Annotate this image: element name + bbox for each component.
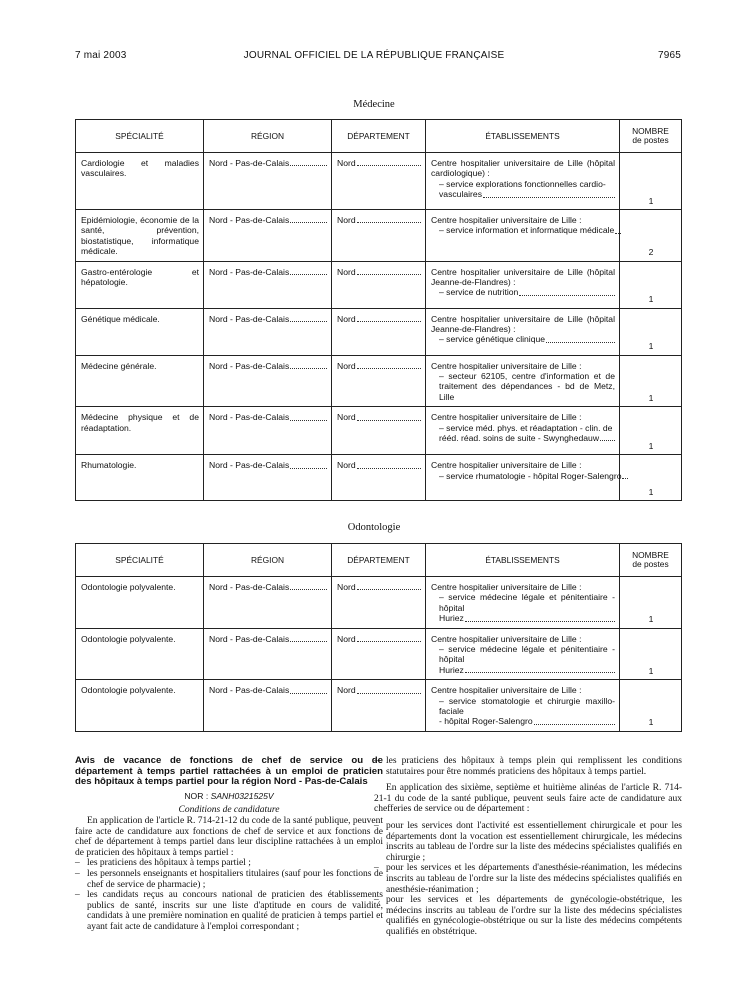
etab-leader-line [431,716,615,726]
medecine-table [75,119,682,501]
cell-specialite: Epidémiologie, économie de la santé, prévention, biostatistique, informatique médicale. [76,210,204,262]
chefferie-conditions-list [374,821,682,938]
departement-text: Nord [337,412,356,423]
cell-etablissements [426,407,620,455]
etab-leader-line [431,613,615,623]
cell-region [204,210,332,262]
etab-leader-line [431,470,622,481]
col-header-specialite: SPÉCIALITÉ [76,544,204,577]
cell-etablissements [426,210,620,262]
leader-dots [465,621,615,622]
col-header-nombre-line2: de postes [632,559,669,569]
list-item: – les candidats reçus au concours national de praticien des établissements publics de santé, inscrits sur une liste d'aptitude en cours de validité, candidats à une première nomination en qualité de praticien à temps partiel et ayant fait acte de candidature à l'emploi correspondant ; [75,890,383,932]
leader-dots [290,420,327,421]
cell-nombre-postes: 1 [620,680,682,732]
col-header-etablissements: ÉTABLISSEMENTS [426,120,620,153]
col-header-departement: DÉPARTEMENT [332,544,426,577]
leader-dots [290,368,327,369]
etab-service-tail: rééd. réad. soins de suite - Swynghedauw [439,433,600,444]
leader-dots [600,440,615,441]
leader-dots [357,165,421,166]
cell-region [204,308,332,355]
cell-etablissements [426,153,620,210]
cell-specialite: Odontologie polyvalente. [76,628,204,680]
notice-right-column [374,756,682,938]
cell-nombre-postes: 1 [620,153,682,210]
section-title-odontologie: Odontologie [347,522,401,533]
etab-service-line: – service stomatologie et chirurgie maxillo-faciale [439,695,615,717]
cell-departement [332,355,426,407]
cell-nombre-postes: 1 [620,628,682,680]
cell-departement [332,680,426,732]
cell-etablissements [426,308,620,355]
departement-text: Nord [337,266,356,277]
header-date: 7 mai 2003 [75,50,127,61]
list-item: – pour les services et les départements de gynécologie-obstétrique, les médecins inscrits au tableau de l'ordre sur la liste des médecins spécialistes qualifiés en gynécologie-obstétrique ou sur la liste des médecins compétents qualifiés en obstétrique. [374,895,682,937]
list-item: – les praticiens des hôpitaux à temps partiel ; [75,858,383,869]
cell-nombre-postes: 1 [620,355,682,407]
etab-leader-line [431,287,615,297]
region-text: Nord - Pas-de-Calais [209,582,290,592]
etab-service-tail: Huriez [439,613,464,624]
departement-text: Nord [337,633,356,644]
nor-value: SANH0321525V [210,790,274,801]
departement-text: Nord [337,158,356,168]
col-header-departement: DÉPARTEMENT [332,120,426,153]
cell-region [204,455,332,501]
table-header-row [76,544,682,577]
cell-region [204,261,332,308]
etab-head: Centre hospitalier universitaire de Lille : [431,633,582,644]
cell-region [204,628,332,680]
etab-service-line: – service explorations fonctionnelles cardio- [439,178,606,189]
cell-departement [332,407,426,455]
cell-departement [332,261,426,308]
etab-service-line: – secteur 62105, centre d'information et de traitement des dépendances - bd de Metz, Lille [439,371,615,402]
etab-service-line: – service médecine légale et pénitentiaire - hôpital [439,592,615,613]
etab-head: Centre hospitalier universitaire de Lille : [431,460,582,471]
notice-title: Avis de vacance de fonctions de chef de service ou de département à temps partiel rattachées à un emploi de praticien des hôpitaux à temps partiel pour la région Nord - Pas-de-Calais [75,755,383,788]
region-text: Nord - Pas-de-Calais [209,215,290,225]
list-item: – les praticiens des hôpitaux à temps plein qui remplissent les conditions statutaires pour être nommés praticiens des hôpitaux à temps partiel. [374,756,682,777]
etab-service-tail: – service information et informatique médicale [439,225,615,236]
table-row [76,355,682,407]
etab-service-line: – service médecine légale et pénitentiaire - hôpital [439,644,615,665]
cell-etablissements [426,628,620,680]
cell-departement [332,210,426,262]
cell-region [204,407,332,455]
table-row [76,308,682,355]
region-text: Nord - Pas-de-Calais [209,460,290,471]
cell-specialite: Odontologie polyvalente. [76,680,204,732]
leader-dots [290,321,327,322]
cell-region [204,577,332,629]
region-text: Nord - Pas-de-Calais [209,360,290,371]
etab-head: Centre hospitalier universitaire de Lille : [431,582,582,592]
region-text: Nord - Pas-de-Calais [209,266,290,277]
list-item: – pour les services et les départements d'anesthésie-réanimation, les médecins inscrits au tableau de l'ordre sur la liste des médecins spécialistes qualifiés en anesthésie-réanimation ; [374,863,682,895]
leader-dots [290,468,327,469]
col-header-region: RÉGION [204,544,332,577]
etab-head: Centre hospitalier universitaire de Lille : [431,360,582,371]
etab-leader-line [431,189,615,199]
cell-nombre-postes: 1 [620,407,682,455]
cell-etablissements [426,680,620,732]
section-title-medecine: Médecine [353,99,395,110]
col-header-nombre-line1: NOMBRE [632,549,669,560]
etab-head: Centre hospitalier universitaire de Lille (hôpital Jeanne-de-Flandres) : [431,313,615,335]
cell-specialite: Gastro-entérologie et hépatologie. [76,261,204,308]
departement-text: Nord [337,460,356,471]
table-row [76,577,682,629]
leader-dots [615,233,621,234]
leader-dots [465,672,615,673]
region-text: Nord - Pas-de-Calais [209,313,290,324]
departement-text: Nord [337,360,356,371]
table-row [76,153,682,210]
etab-head: Centre hospitalier universitaire de Lille : [431,412,582,423]
col-header-etablissements: ÉTABLISSEMENTS [426,544,620,577]
leader-dots [290,641,327,642]
etab-leader-line [431,334,615,344]
leader-dots [357,468,421,469]
cell-specialite: Cardiologie et maladies vasculaires. [76,153,204,210]
eligibility-list-continued [374,756,682,777]
col-header-region: RÉGION [204,120,332,153]
etab-service-tail: – service génétique clinique [439,334,546,345]
table-row [76,261,682,308]
nor-label: NOR : [184,790,209,801]
eligibility-list [75,858,383,932]
cell-specialite: Génétique médicale. [76,308,204,355]
leader-dots [357,274,421,275]
cell-region [204,680,332,732]
col-header-specialite: SPÉCIALITÉ [76,120,204,153]
region-text: Nord - Pas-de-Calais [209,633,290,644]
cell-region [204,153,332,210]
departement-text: Nord [337,313,356,324]
leader-dots [357,321,421,322]
list-item: – pour les services dont l'activité est essentiellement chirurgicale et pour les départements dont la vocation est essentiellement chirurgicale, les médecins inscrits au tableau de l'ordre sur la liste des médecins spécialistes qualifiés en chirurgie ; [374,821,682,863]
region-text: Nord - Pas-de-Calais [209,685,290,696]
leader-dots [290,693,327,694]
table-row [76,407,682,455]
col-header-nombre-line2: de postes [632,135,669,145]
cell-specialite: Odontologie polyvalente. [76,577,204,629]
etab-leader-line [431,665,615,675]
nor-reference [75,791,383,802]
leader-dots [622,478,628,479]
etab-head: Centre hospitalier universitaire de Lille : [431,685,582,696]
header-journal-title: JOURNAL OFFICIEL DE LA RÉPUBLIQUE FRANÇAISE [243,50,505,61]
notice-paragraph-1: En application de l'article R. 714-21-12 du code de la santé publique, peuvent faire acte de candidature aux fonctions de chef de service et aux fonctions de chef de département à temps partiel dans leur discipline rattachées à un emploi de praticien des hôpitaux à temps partiel : [75,815,383,858]
cell-specialite: Médecine physique et de réadaptation. [76,407,204,455]
cell-specialite: Médecine générale. [76,355,204,407]
etab-leader-line [431,225,615,235]
notice-left-column [75,756,383,933]
table-row [76,210,682,262]
etab-service-tail: Huriez [439,664,464,675]
leader-dots [357,222,421,223]
cell-departement [332,455,426,501]
col-header-nombre [620,120,682,153]
etab-service-tail: vasculaires [439,189,482,200]
cell-etablissements [426,455,620,501]
list-item: – les personnels enseignants et hospitaliers titulaires (sauf pour les fonctions de chef de service de pharmacie) ; [75,869,383,890]
leader-dots [483,197,615,198]
cell-nombre-postes: 1 [620,308,682,355]
etab-service-line: – service méd. phys. et réadaptation - clin. de [439,422,613,433]
conditions-heading: Conditions de candidature [178,805,280,816]
leader-dots [290,589,327,590]
leader-dots [357,368,421,369]
etab-service-tail: – service de nutrition [439,287,519,298]
cell-region [204,355,332,407]
departement-text: Nord [337,582,356,592]
table-header-row [76,120,682,153]
leader-dots [357,589,421,590]
cell-nombre-postes: 1 [620,577,682,629]
odontologie-table [75,543,682,732]
etab-head: Centre hospitalier universitaire de Lille (hôpital cardiologique) : [431,158,615,179]
departement-text: Nord [337,685,356,696]
leader-dots [519,295,615,296]
col-header-nombre [620,544,682,577]
col-header-nombre-line1: NOMBRE [632,125,669,136]
region-text: Nord - Pas-de-Calais [209,412,290,423]
table-row [76,628,682,680]
cell-specialite: Rhumatologie. [76,455,204,501]
cell-nombre-postes: 1 [620,455,682,501]
cell-departement [332,628,426,680]
cell-nombre-postes: 2 [620,210,682,262]
leader-dots [357,641,421,642]
etab-service-tail: – service rhumatologie - hôpital Roger-Salengro [439,470,622,481]
cell-etablissements [426,355,620,407]
leader-dots [290,274,327,275]
cell-departement [332,308,426,355]
leader-dots [290,222,327,223]
cell-etablissements [426,261,620,308]
cell-departement [332,577,426,629]
leader-dots [357,420,421,421]
etab-head: Centre hospitalier universitaire de Lille : [431,215,582,225]
etab-head: Centre hospitalier universitaire de Lille (hôpital Jeanne-de-Flandres) : [431,266,615,288]
etab-leader-line [431,433,615,443]
header-page-number: 7965 [657,50,681,61]
leader-dots [546,342,615,343]
table-row [76,455,682,501]
notice-paragraph-2: En application des sixième, septième et huitième alinéas de l'article R. 714-21-1 du code de la santé publique, peuvent seuls faire acte de candidature aux chefferies de service ou de département : [374,783,682,815]
cell-etablissements [426,577,620,629]
region-text: Nord - Pas-de-Calais [209,158,290,168]
departement-text: Nord [337,215,356,225]
cell-nombre-postes: 1 [620,261,682,308]
cell-departement [332,153,426,210]
etab-service-tail: - hôpital Roger-Salengro [439,716,533,727]
leader-dots [357,693,421,694]
leader-dots [534,724,615,725]
leader-dots [290,165,327,166]
table-row [76,680,682,732]
